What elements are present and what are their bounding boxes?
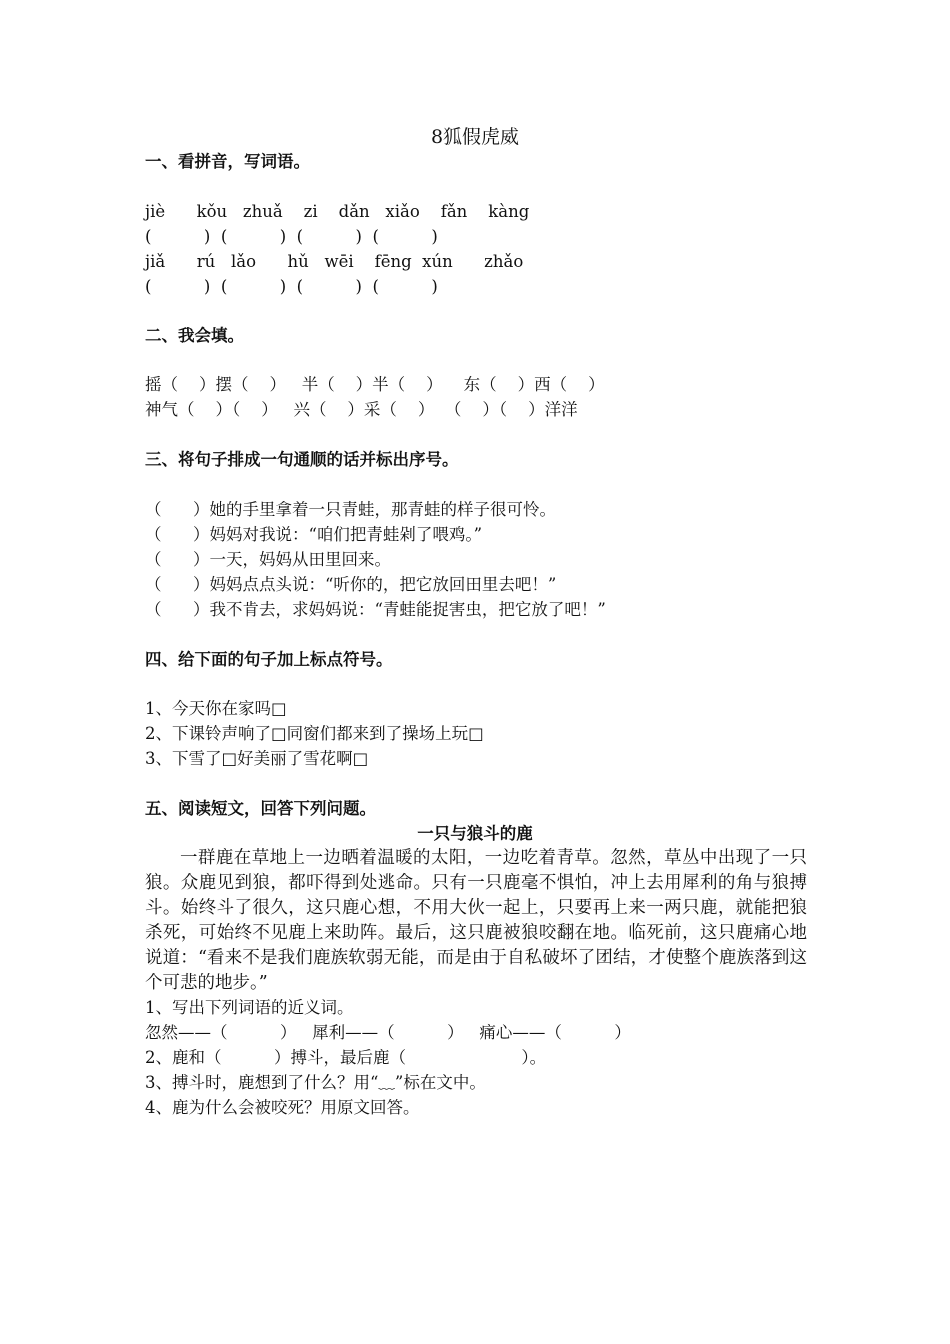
blank-row-1: ( ) ( ) ( ) ( ) (145, 227, 438, 246)
order-item: （ ）我不肯去，求妈妈说：“青蛙能捉害虫，把它放了吧！” (145, 600, 606, 619)
section-1-heading: 一、看拼音，写词语。 (145, 152, 310, 171)
punctuation-item: 2、下课铃声响了□同窗们都来到了操场上玩□ (145, 724, 484, 743)
section-2-heading: 二、我会填。 (145, 326, 244, 345)
blank-row-2: ( ) ( ) ( ) ( ) (145, 277, 438, 296)
order-item: （ ）妈妈对我说：“咱们把青蛙剁了喂鸡。” (145, 525, 483, 544)
passage-title: 一只与狼斗的鹿 (417, 824, 533, 843)
section-4-heading: 四、给下面的句子加上标点符号。 (145, 650, 393, 669)
question-line: 忽然——（ ） 犀利——（ ） 痛心——（ ） (145, 1023, 631, 1042)
order-item: （ ）她的手里拿着一只青蛙，那青蛙的样子很可怜。 (145, 500, 556, 519)
section-5-heading: 五、阅读短文，回答下列问题。 (145, 799, 376, 818)
question-line: 1、写出下列词语的近义词。 (145, 998, 354, 1017)
order-item: （ ）妈妈点点头说：“听你的，把它放回田里去吧！” (145, 575, 557, 594)
page-title: 8狐假虎威 (430, 126, 520, 148)
fill-row-2: 神气（ ）（ ） 兴（ ）采（ ） （ ）（ ）洋洋 (145, 400, 578, 419)
punctuation-item: 1、今天你在家吗□ (145, 699, 287, 718)
reading-passage: 一群鹿在草地上一边晒着温暖的太阳，一边吃着青草。忽然，草丛中出现了一只狼。众鹿见到狼，都吓得到处逃命。只有一只鹿毫不惧怕，冲上去用犀利的角与狼搏斗。始终斗了很久，这只鹿心想，不用大伙一起上，只要再上来一两只鹿，就能把狼杀死，可始终不见鹿上来助阵。最后，这只鹿被狼咬翻在地。临死前，这只鹿痛心地说道：“看来不是我们鹿族软弱无能，而是由于自私破坏了团结，才使整个鹿族落到这个可悲的地步。” (145, 848, 807, 993)
punctuation-item: 3、下雪了□好美丽了雪花啊□ (145, 749, 369, 768)
question-line: 3、搏斗时，鹿想到了什么？用“﹏”标在文中。 (145, 1073, 486, 1092)
section-3-heading: 三、将句子排成一句通顺的话并标出序号。 (145, 450, 459, 469)
order-item: （ ）一天，妈妈从田里回来。 (145, 550, 391, 569)
question-line: 4、鹿为什么会被咬死？用原文回答。 (145, 1098, 420, 1117)
pinyin-row-2: jiǎ rú lǎo hǔ wēi fēng xún zhǎo (145, 252, 524, 271)
pinyin-row-1: jiè kǒu zhuǎ zi dǎn xiǎo fǎn kàng (145, 202, 530, 221)
question-line: 2、鹿和（ ）搏斗，最后鹿（ ）。 (145, 1048, 547, 1067)
fill-row-1: 摇（ ）摆（ ） 半（ ）半（ ） 东（ ）西（ ） (145, 375, 605, 394)
